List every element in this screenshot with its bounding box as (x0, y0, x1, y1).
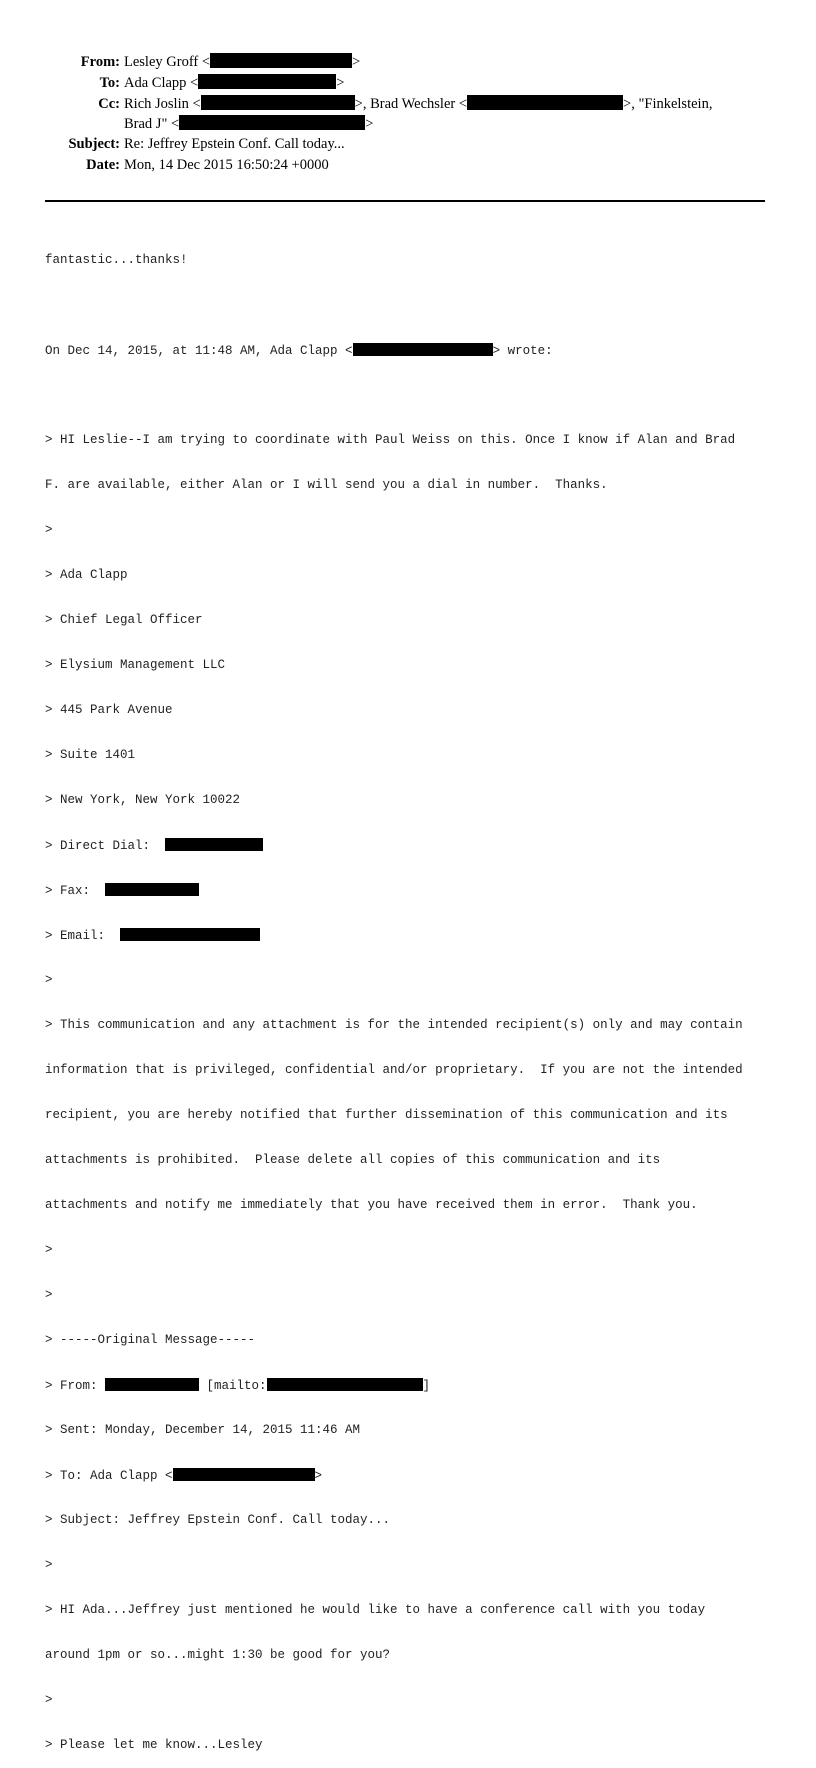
blank-line (45, 388, 785, 403)
quoted-line: recipient, you are hereby notified that further dissemination of this communication and its (45, 1108, 728, 1122)
redaction-block (467, 95, 623, 110)
body-text: > (314, 1469, 323, 1483)
redaction-block (120, 928, 260, 941)
cc-value (124, 94, 712, 115)
body-text: > Direct Dial: (45, 839, 166, 853)
redaction-block (198, 74, 336, 89)
date-label: Date: (86, 157, 120, 173)
cc-row (0, 94, 816, 134)
quoted-line: > 445 Park Avenue (45, 703, 173, 717)
quoted-line (45, 838, 785, 853)
quoted-line: > Elysium Management LLC (45, 658, 226, 672)
cc-part: Rich Joslin < (124, 96, 201, 112)
quoted-line: > Subject: Jeffrey Epstein Conf. Call today... (45, 1513, 391, 1527)
from-value (124, 52, 360, 73)
quoted-line: > HI Ada...Jeffrey just mentioned he would like to have a conference call with you today (45, 1603, 706, 1617)
body-text: ] (422, 1379, 431, 1393)
body-text: > wrote: (492, 344, 553, 358)
quoted-line: attachments and notify me immediately that you have received them in error. Thank you. (45, 1198, 698, 1212)
body-line: fantastic...thanks! (45, 253, 188, 267)
subject-label: Subject: (68, 136, 120, 152)
quoted-line: > Ada Clapp (45, 568, 128, 582)
quoted-line: around 1pm or so...might 1:30 be good for you? (45, 1648, 391, 1662)
redaction-block (267, 1378, 423, 1391)
body-text: On Dec 14, 2015, at 11:48 AM, Ada Clapp < (45, 344, 353, 358)
email-body (45, 223, 785, 1768)
redaction-block (105, 1378, 199, 1391)
quoted-line (45, 883, 785, 898)
body-text: > To: Ada Clapp < (45, 1469, 173, 1483)
to-label: To: (99, 75, 120, 91)
quoted-line: > Suite 1401 (45, 748, 136, 762)
body-line (45, 343, 785, 358)
quoted-line: > (45, 1288, 53, 1302)
quoted-line: > Chief Legal Officer (45, 613, 203, 627)
to-value (124, 73, 344, 94)
quoted-line: information that is privileged, confidential and/or proprietary. If you are not the intended (45, 1063, 743, 1077)
quoted-line: > Please let me know...Lesley (45, 1738, 263, 1752)
cc-part: > (365, 116, 374, 132)
from-row (0, 52, 816, 73)
to-close: > (336, 75, 345, 91)
cc-part: >, Brad Wechsler < (354, 96, 468, 112)
redaction-block (165, 838, 263, 851)
from-close: > (352, 54, 361, 70)
quoted-line: attachments is prohibited. Please delete all copies of this communication and its (45, 1153, 661, 1167)
date-row (0, 155, 816, 176)
quoted-line: > New York, New York 10022 (45, 793, 241, 807)
cc-label: Cc: (98, 96, 120, 112)
redaction-block (201, 95, 355, 110)
redaction-block (210, 53, 352, 68)
quoted-line: > This communication and any attachment is for the intended recipient(s) only and may contain (45, 1018, 743, 1032)
to-row (0, 73, 816, 94)
redaction-block (353, 343, 493, 356)
from-name: Lesley Groff < (124, 54, 211, 70)
quoted-line: F. are available, either Alan or I will send you a dial in number. Thanks. (45, 478, 608, 492)
cc-part: >, "Finkelstein, (623, 96, 713, 112)
email-header (0, 52, 816, 176)
cc-part: Brad J" < (124, 116, 180, 132)
redaction-block (173, 1468, 315, 1481)
from-label: From: (80, 54, 120, 70)
header-divider (45, 200, 765, 202)
quoted-line (45, 928, 785, 943)
subject-row (0, 134, 816, 155)
date-value: Mon, 14 Dec 2015 16:50:24 +0000 (124, 157, 329, 173)
body-text: > From: (45, 1379, 106, 1393)
blank-line (45, 298, 785, 313)
quoted-line: > (45, 1243, 53, 1257)
quoted-line: > HI Leslie--I am trying to coordinate with Paul Weiss on this. Once I know if Alan and Brad (45, 433, 736, 447)
redaction-block (179, 115, 365, 130)
quoted-line: > (45, 523, 53, 537)
quoted-line: > Sent: Monday, December 14, 2015 11:46 AM (45, 1423, 361, 1437)
redaction-block (105, 883, 199, 896)
subject-value: Re: Jeffrey Epstein Conf. Call today... (124, 136, 345, 152)
cc-value-line2 (124, 114, 373, 135)
body-text: [mailto: (199, 1379, 267, 1393)
quoted-line: > (45, 1558, 53, 1572)
quoted-line (45, 1378, 785, 1393)
quoted-line: > (45, 973, 53, 987)
body-text: > Email: (45, 929, 121, 943)
quoted-line: > (45, 1693, 53, 1707)
body-text: > Fax: (45, 884, 106, 898)
quoted-line (45, 1468, 785, 1483)
to-name: Ada Clapp < (124, 75, 199, 91)
quoted-line: > -----Original Message----- (45, 1333, 256, 1347)
